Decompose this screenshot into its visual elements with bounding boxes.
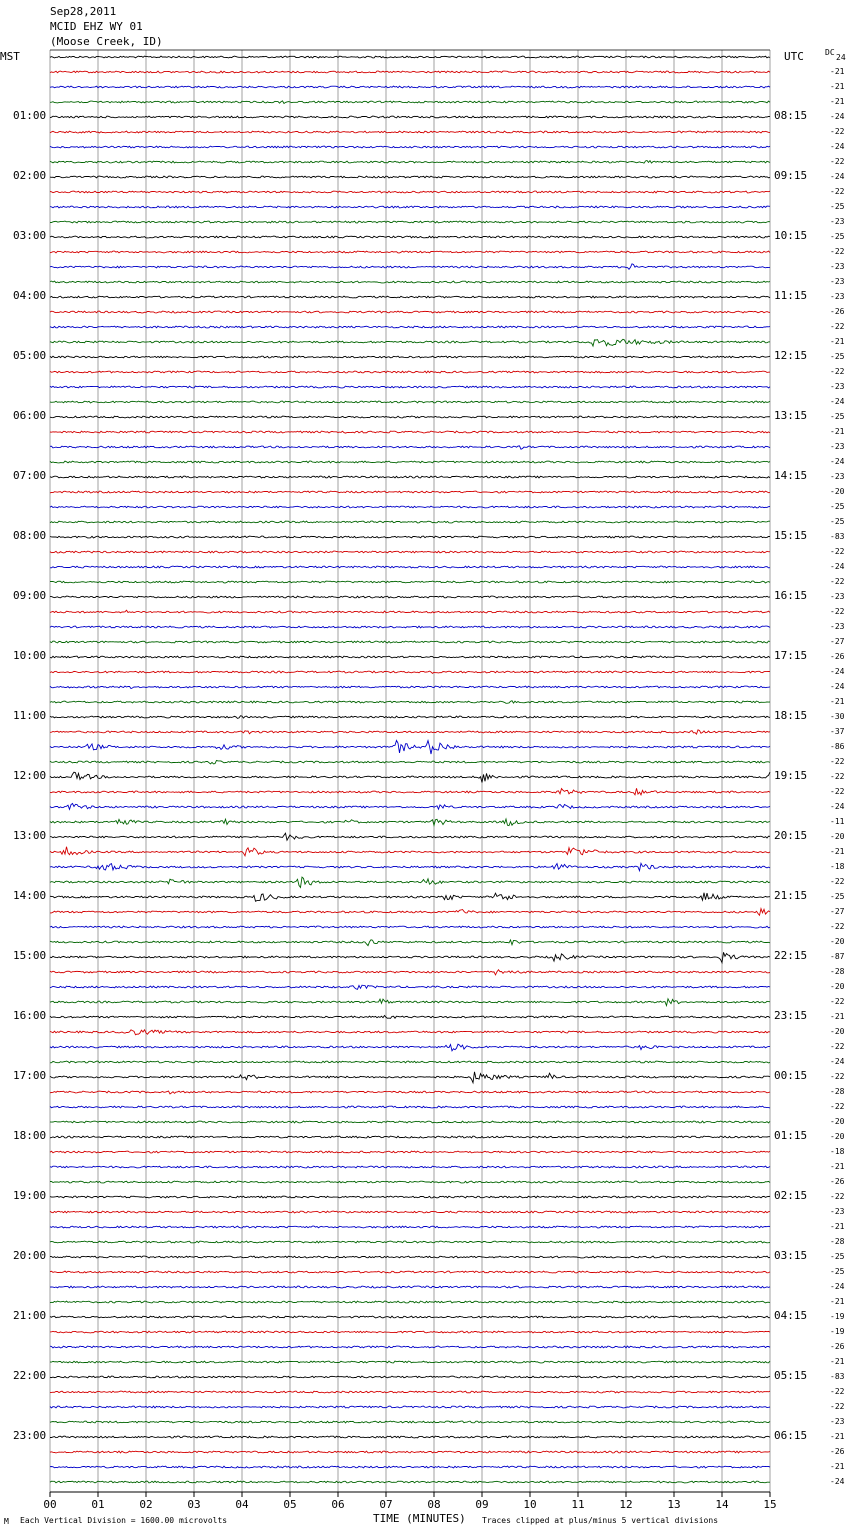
dc-offset-label: -25 bbox=[830, 412, 845, 421]
dc-offset-label: -21 bbox=[830, 1462, 845, 1471]
dc-offset-label: -23 bbox=[830, 592, 845, 601]
trace-line bbox=[50, 221, 770, 223]
trace-line bbox=[50, 819, 770, 826]
trace-line bbox=[50, 416, 770, 418]
trace-line bbox=[50, 1196, 770, 1198]
trace-line bbox=[50, 1226, 770, 1228]
x-tick-label: 11 bbox=[571, 1498, 585, 1511]
mst-hour-label: 15:00 bbox=[13, 949, 47, 962]
dc-offset-label: -21 bbox=[830, 97, 845, 106]
x-tick-label: 13 bbox=[667, 1498, 681, 1511]
trace-line bbox=[50, 1481, 770, 1483]
dc-offset-label: -23 bbox=[830, 217, 845, 226]
dc-offset-label: -22 bbox=[830, 1192, 845, 1201]
trace-line bbox=[50, 56, 770, 58]
trace-line bbox=[50, 176, 770, 178]
dc-offset-label: -23 bbox=[830, 277, 845, 286]
dc-offset-label: -21 bbox=[830, 427, 845, 436]
dc-offset-label: -21 bbox=[830, 1432, 845, 1441]
trace-line bbox=[50, 581, 770, 583]
trace-line bbox=[50, 1030, 770, 1035]
dc-offset-label: -23 bbox=[830, 622, 845, 631]
mst-hour-label: 07:00 bbox=[13, 469, 47, 482]
dc-offset-label: -22 bbox=[830, 1102, 845, 1111]
trace-line bbox=[50, 1271, 770, 1273]
trace-line bbox=[50, 1121, 770, 1123]
mst-hour-label: 02:00 bbox=[13, 169, 47, 182]
trace-line bbox=[50, 1181, 770, 1183]
mst-hour-label: 04:00 bbox=[13, 289, 47, 302]
dc-offset-label: -21 bbox=[830, 1357, 845, 1366]
x-tick-label: 00 bbox=[43, 1498, 57, 1511]
dc-offset-label: -83 bbox=[830, 532, 845, 541]
dc-offset-label: -25 bbox=[830, 202, 845, 211]
station-code: MCID EHZ WY 01 bbox=[50, 20, 143, 33]
trace-line bbox=[50, 847, 770, 856]
dc-offset-label: -24 bbox=[830, 562, 845, 571]
dc-offset-label: -23 bbox=[830, 262, 845, 271]
trace-line bbox=[50, 1331, 770, 1333]
trace-line bbox=[50, 730, 770, 734]
trace-line bbox=[50, 999, 770, 1006]
trace-line bbox=[50, 386, 770, 388]
trace-line bbox=[50, 1466, 770, 1468]
trace-line bbox=[50, 1451, 770, 1453]
station-location: (Moose Creek, ID) bbox=[50, 35, 163, 48]
trace-line bbox=[50, 788, 770, 795]
trace-line bbox=[50, 1406, 770, 1408]
trace-line bbox=[50, 1044, 770, 1051]
utc-hour-label: 10:15 bbox=[774, 229, 808, 242]
trace-line bbox=[50, 772, 770, 782]
mst-hour-label: 06:00 bbox=[13, 409, 47, 422]
dc-offset-label: -28 bbox=[830, 1237, 845, 1246]
dc-offset-label: -25 bbox=[830, 892, 845, 901]
x-tick-label: 01 bbox=[91, 1498, 105, 1511]
utc-hour-label: 00:15 bbox=[774, 1069, 808, 1082]
dc-offset-label: -19 bbox=[830, 1327, 845, 1336]
x-tick-label: 14 bbox=[715, 1498, 729, 1511]
dc-offset-label: -23 bbox=[830, 472, 845, 481]
dc-offset-label: -23 bbox=[830, 292, 845, 301]
vertical-division-note: Each Vertical Division = 1600.00 microvolts bbox=[20, 1516, 228, 1525]
dc-offset-label: -28 bbox=[830, 1087, 845, 1096]
dc-offset-label: -18 bbox=[830, 862, 845, 871]
dc-offset-label: -37 bbox=[830, 727, 845, 736]
dc-offset-label: -22 bbox=[830, 127, 845, 136]
x-tick-label: 09 bbox=[475, 1498, 489, 1511]
x-tick-label: 02 bbox=[139, 1498, 153, 1511]
dc-offset-label: -21 bbox=[830, 1222, 845, 1231]
trace-line bbox=[50, 461, 770, 463]
dc-offset-label: -24 bbox=[830, 1282, 845, 1291]
trace-line bbox=[50, 893, 770, 902]
dc-offset-label: -22 bbox=[830, 1072, 845, 1081]
utc-hour-label: 12:15 bbox=[774, 349, 808, 362]
utc-hour-label: 05:15 bbox=[774, 1369, 808, 1382]
trace-line bbox=[50, 926, 770, 928]
trace-line bbox=[50, 116, 770, 118]
dc-offset-label: -22 bbox=[830, 322, 845, 331]
trace-line bbox=[50, 431, 770, 433]
dc-offset-label: -26 bbox=[830, 652, 845, 661]
trace-line bbox=[50, 909, 770, 916]
utc-hour-label: 22:15 bbox=[774, 949, 808, 962]
dc-offset-label: -24 bbox=[830, 142, 845, 151]
dc-offset-label: -22 bbox=[830, 757, 845, 766]
mst-hour-label: 18:00 bbox=[13, 1129, 47, 1142]
x-axis-ticks bbox=[43, 1492, 776, 1511]
utc-hour-label: 01:15 bbox=[774, 1129, 808, 1142]
trace-line bbox=[50, 1136, 770, 1138]
trace-line bbox=[50, 1391, 770, 1393]
mst-hour-label: 09:00 bbox=[13, 589, 47, 602]
dc-offset-label: -22 bbox=[830, 877, 845, 886]
utc-hour-label: 09:15 bbox=[774, 169, 808, 182]
trace-line bbox=[50, 1061, 770, 1063]
utc-hour-label: 19:15 bbox=[774, 769, 808, 782]
dc-offset-label: 24 bbox=[836, 53, 846, 62]
mst-hour-label: 03:00 bbox=[13, 229, 47, 242]
trace-line bbox=[50, 161, 770, 164]
trace-line bbox=[50, 311, 770, 313]
trace-line bbox=[50, 536, 770, 538]
utc-hour-label: 15:15 bbox=[774, 529, 808, 542]
trace-line bbox=[50, 596, 770, 598]
utc-hour-label: 11:15 bbox=[774, 289, 808, 302]
trace-line bbox=[50, 940, 770, 946]
dc-offset-label: -22 bbox=[830, 772, 845, 781]
trace-line bbox=[50, 326, 770, 328]
dc-offset-label: -22 bbox=[830, 997, 845, 1006]
trace-line bbox=[50, 101, 770, 104]
mst-hour-label: 21:00 bbox=[13, 1309, 47, 1322]
dc-offset-label: -27 bbox=[830, 907, 845, 916]
dc-offset-label: -26 bbox=[830, 1177, 845, 1186]
dc-offset-label: -24 bbox=[830, 457, 845, 466]
trace-line bbox=[50, 833, 770, 840]
dc-offset-label: -19 bbox=[830, 1312, 845, 1321]
dc-offset-label: -22 bbox=[830, 367, 845, 376]
dc-offset-label: -21 bbox=[830, 82, 845, 91]
mst-hour-label: 20:00 bbox=[13, 1249, 47, 1262]
trace-line bbox=[50, 401, 770, 403]
trace-line bbox=[50, 476, 770, 478]
trace-line bbox=[50, 641, 770, 643]
x-tick-label: 12 bbox=[619, 1498, 633, 1511]
dc-offset-label: -86 bbox=[830, 742, 845, 751]
dc-offset-label: -22 bbox=[830, 247, 845, 256]
dc-offset-label: -24 bbox=[830, 1057, 845, 1066]
mst-hour-label: 19:00 bbox=[13, 1189, 47, 1202]
trace-line bbox=[50, 970, 770, 975]
trace-line bbox=[50, 356, 770, 358]
dc-offset-label: -22 bbox=[830, 787, 845, 796]
utc-hour-label: 17:15 bbox=[774, 649, 808, 662]
dc-offset-label: -20 bbox=[830, 487, 845, 496]
dc-offset-label: -23 bbox=[830, 382, 845, 391]
utc-hour-label: 16:15 bbox=[774, 589, 808, 602]
dc-offset-label: -22 bbox=[830, 187, 845, 196]
trace-line bbox=[50, 1361, 770, 1363]
trace-line bbox=[50, 1286, 770, 1288]
trace-line bbox=[50, 863, 770, 870]
x-tick-label: 06 bbox=[331, 1498, 345, 1511]
trace-line bbox=[50, 521, 770, 523]
dc-offset-label: -23 bbox=[830, 1207, 845, 1216]
mst-axis-title: MST bbox=[0, 50, 20, 63]
trace-line bbox=[50, 877, 770, 887]
trace-line bbox=[50, 371, 770, 373]
clip-note: Traces clipped at plus/minus 5 vertical divisions bbox=[482, 1516, 719, 1525]
mst-hour-label: 22:00 bbox=[13, 1369, 47, 1382]
utc-hour-label: 08:15 bbox=[774, 109, 808, 122]
dc-offset-label: -20 bbox=[830, 1117, 845, 1126]
dc-offset-label: -25 bbox=[830, 502, 845, 511]
trace-line bbox=[50, 1166, 770, 1168]
dc-offset-label: -25 bbox=[830, 232, 845, 241]
trace-line bbox=[50, 686, 770, 689]
mst-hour-label: 01:00 bbox=[13, 109, 47, 122]
dc-offset-label: -26 bbox=[830, 1342, 845, 1351]
dc-offset-label: -30 bbox=[830, 712, 845, 721]
trace-line bbox=[50, 506, 770, 508]
utc-hour-label: 21:15 bbox=[774, 889, 808, 902]
dc-offset-label: -22 bbox=[830, 1042, 845, 1051]
mst-hour-label: 08:00 bbox=[13, 529, 47, 542]
dc-offset-label: -20 bbox=[830, 982, 845, 991]
trace-line bbox=[50, 1316, 770, 1318]
trace-line bbox=[50, 701, 770, 704]
chart-date: Sep28,2011 bbox=[50, 5, 117, 18]
dc-offset-label: -25 bbox=[830, 1252, 845, 1261]
dc-offset-label: -22 bbox=[830, 547, 845, 556]
trace-line bbox=[50, 1072, 770, 1083]
dc-offset-label: -23 bbox=[830, 442, 845, 451]
dc-offset-label: -24 bbox=[830, 682, 845, 691]
trace-line bbox=[50, 296, 770, 298]
dc-offset-label: -21 bbox=[830, 1012, 845, 1021]
trace-line bbox=[50, 1421, 770, 1423]
mst-hour-label: 16:00 bbox=[13, 1009, 47, 1022]
dc-offset-label: -22 bbox=[830, 157, 845, 166]
trace-line bbox=[50, 191, 770, 193]
dc-offset-label: -24 bbox=[830, 397, 845, 406]
dc-offset-label: -11 bbox=[830, 817, 845, 826]
x-tick-label: 07 bbox=[379, 1498, 393, 1511]
dc-offset-label: -20 bbox=[830, 1132, 845, 1141]
utc-hour-label: 04:15 bbox=[774, 1309, 808, 1322]
trace-line bbox=[50, 1376, 770, 1378]
dc-offset-label: -24 bbox=[830, 802, 845, 811]
dc-offset-label: -21 bbox=[830, 1297, 845, 1306]
trace-line bbox=[50, 281, 770, 283]
trace-line bbox=[50, 566, 770, 568]
dc-offset-label: -21 bbox=[830, 1162, 845, 1171]
dc-offset-label: -24 bbox=[830, 112, 845, 121]
trace-line bbox=[50, 760, 770, 764]
mst-hour-label: 17:00 bbox=[13, 1069, 47, 1082]
utc-hour-label: 18:15 bbox=[774, 709, 808, 722]
trace-line bbox=[50, 86, 770, 88]
x-tick-label: 03 bbox=[187, 1498, 201, 1511]
dc-offset-label: -87 bbox=[830, 952, 845, 961]
trace-line bbox=[50, 1091, 770, 1094]
mst-hour-label: 12:00 bbox=[13, 769, 47, 782]
trace-line bbox=[50, 1151, 770, 1153]
trace-line bbox=[50, 985, 770, 989]
dc-offset-label: -21 bbox=[830, 337, 845, 346]
trace-line bbox=[50, 264, 770, 270]
dc-offset-label: -18 bbox=[830, 1147, 845, 1156]
mst-hour-label: 14:00 bbox=[13, 889, 47, 902]
trace-line bbox=[50, 446, 770, 449]
trace-line bbox=[50, 146, 770, 148]
trace-line bbox=[50, 339, 770, 346]
trace-line bbox=[50, 671, 770, 673]
mst-hour-label: 13:00 bbox=[13, 829, 47, 842]
trace-line bbox=[50, 952, 770, 962]
dc-offset-label: -22 bbox=[830, 577, 845, 586]
mst-hour-label: 05:00 bbox=[13, 349, 47, 362]
trace-line bbox=[50, 740, 770, 754]
utc-hour-label: 14:15 bbox=[774, 469, 808, 482]
x-tick-label: 08 bbox=[427, 1498, 441, 1511]
dc-offset-label: -83 bbox=[830, 1372, 845, 1381]
dc-offset-label: -21 bbox=[830, 697, 845, 706]
utc-hour-label: 20:15 bbox=[774, 829, 808, 842]
trace-line bbox=[50, 491, 770, 493]
trace-line bbox=[50, 206, 770, 208]
dc-offset-label: -21 bbox=[830, 67, 845, 76]
x-tick-label: 15 bbox=[763, 1498, 777, 1511]
x-tick-label: 04 bbox=[235, 1498, 249, 1511]
dc-offset-label: -27 bbox=[830, 637, 845, 646]
trace-line bbox=[50, 1106, 770, 1108]
dc-offset-label: -22 bbox=[830, 607, 845, 616]
dc-offset-label: -22 bbox=[830, 1402, 845, 1411]
dc-offset-label: -23 bbox=[830, 1417, 845, 1426]
trace-line bbox=[50, 71, 770, 73]
x-tick-label: 05 bbox=[283, 1498, 297, 1511]
utc-axis-title: UTC bbox=[784, 50, 804, 63]
dc-offset-label: -22 bbox=[830, 1387, 845, 1396]
dc-column-title: DC bbox=[825, 48, 835, 57]
dc-offset-label: -24 bbox=[830, 1477, 845, 1486]
trace-line bbox=[50, 626, 770, 628]
trace-line bbox=[50, 656, 770, 658]
dc-offset-label: -26 bbox=[830, 307, 845, 316]
utc-hour-label: 06:15 bbox=[774, 1429, 808, 1442]
utc-hour-label: 02:15 bbox=[774, 1189, 808, 1202]
mst-hour-label: 10:00 bbox=[13, 649, 47, 662]
dc-offset-label: -21 bbox=[830, 847, 845, 856]
dc-offset-label: -28 bbox=[830, 967, 845, 976]
x-axis-label: TIME (MINUTES) bbox=[373, 1512, 466, 1525]
dc-offset-label: -20 bbox=[830, 1027, 845, 1036]
trace-line bbox=[50, 1016, 770, 1019]
dc-offset-label: -26 bbox=[830, 1447, 845, 1456]
dc-offset-label: -20 bbox=[830, 832, 845, 841]
trace-line bbox=[50, 251, 770, 253]
trace-line bbox=[50, 1256, 770, 1258]
trace-line bbox=[50, 804, 770, 810]
trace-line bbox=[50, 236, 770, 238]
dc-offset-label: -20 bbox=[830, 937, 845, 946]
trace-line bbox=[50, 1211, 770, 1213]
trace-line bbox=[50, 1436, 770, 1438]
mst-hour-label: 23:00 bbox=[13, 1429, 47, 1442]
mst-hour-label: 11:00 bbox=[13, 709, 47, 722]
dc-offset-label: -25 bbox=[830, 352, 845, 361]
dc-offset-label: -24 bbox=[830, 667, 845, 676]
utc-hour-label: 23:15 bbox=[774, 1009, 808, 1022]
utc-hour-label: 03:15 bbox=[774, 1249, 808, 1262]
trace-line bbox=[50, 551, 770, 553]
trace-line bbox=[50, 1301, 770, 1303]
corner-mark: M bbox=[4, 1517, 9, 1526]
x-tick-label: 10 bbox=[523, 1498, 537, 1511]
trace-line bbox=[50, 131, 770, 133]
dc-offset-label: -25 bbox=[830, 1267, 845, 1276]
trace-line bbox=[50, 1241, 770, 1243]
dc-offset-label: -25 bbox=[830, 517, 845, 526]
trace-line bbox=[50, 610, 770, 613]
dc-offset-label: -22 bbox=[830, 922, 845, 931]
trace-line bbox=[50, 1346, 770, 1348]
trace-line bbox=[50, 716, 770, 719]
utc-hour-label: 13:15 bbox=[774, 409, 808, 422]
seismic-traces bbox=[50, 56, 770, 1483]
dc-offset-label: -24 bbox=[830, 172, 845, 181]
